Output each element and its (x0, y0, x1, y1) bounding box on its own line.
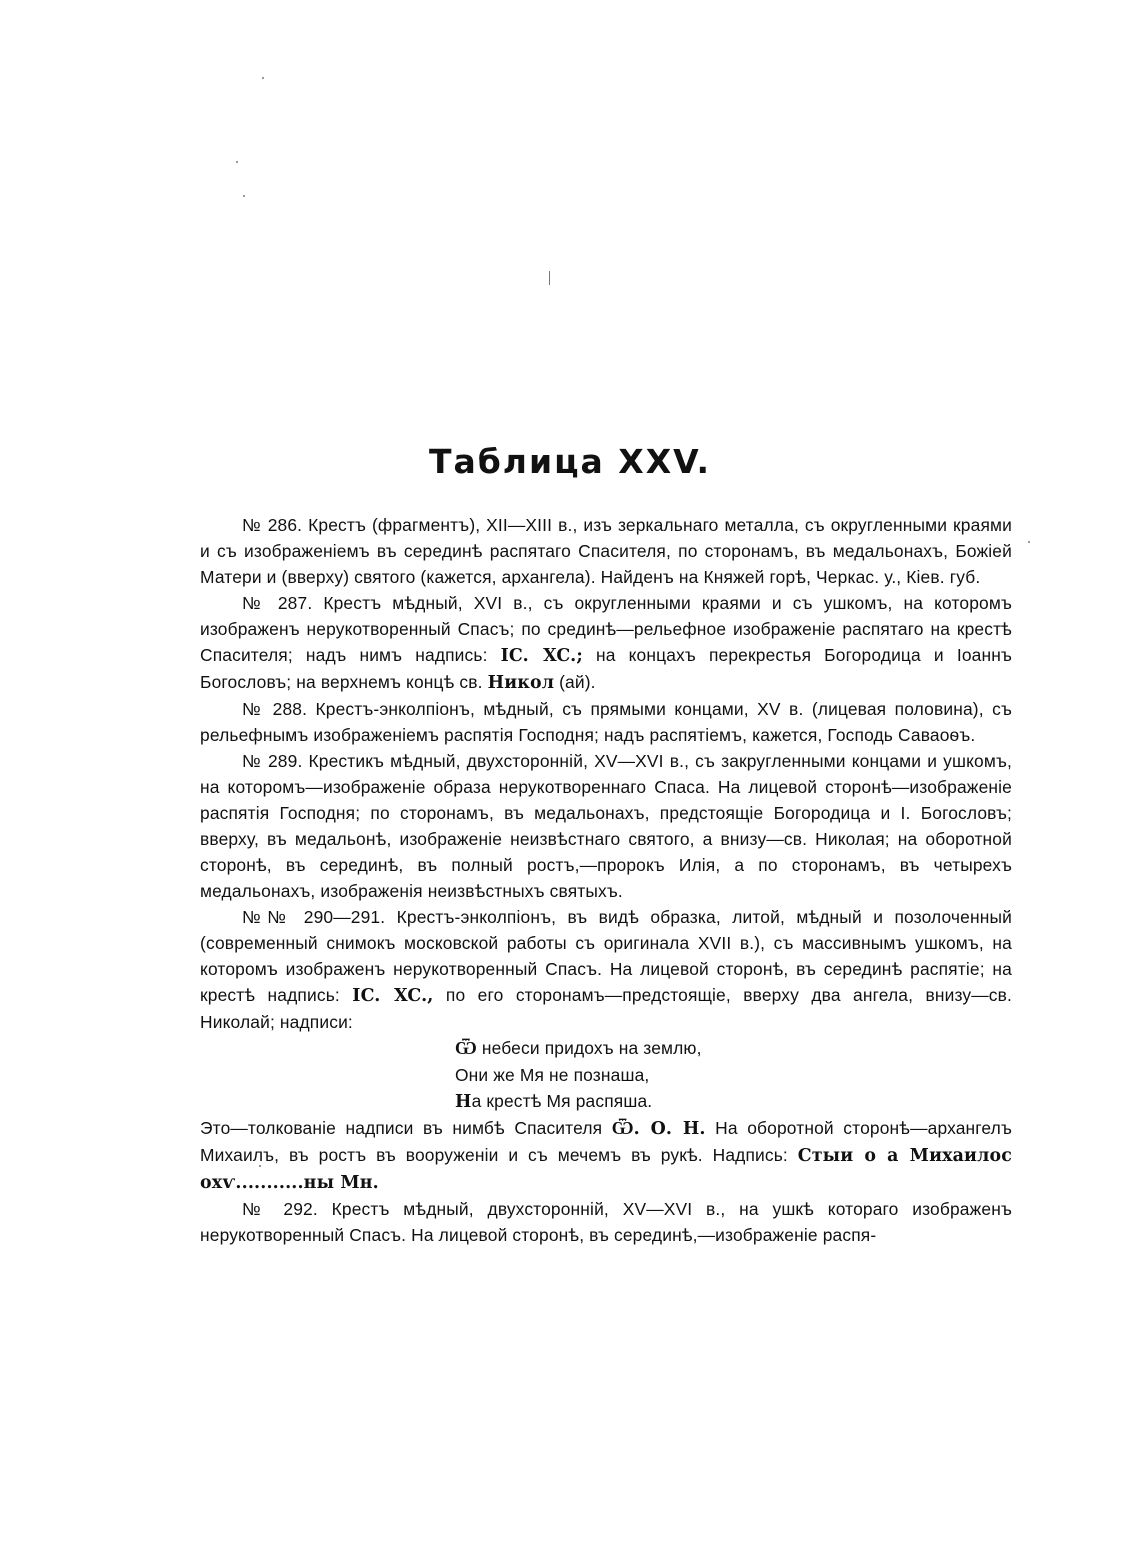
scan-speck (236, 161, 238, 163)
scan-speck (243, 195, 245, 197)
inscription-verse (200, 1035, 1012, 1115)
commentary-text-before: Это—толкованіе надписи въ нимбѣ Спасителя (200, 1118, 612, 1138)
scan-speck (549, 271, 550, 285)
verse-commentary (200, 1115, 1012, 1196)
entry-292: № 292. Крестъ мѣдный, двухсторонній, XV—XVI в., на ушкѣ котораго изображенъ нерукотворенный Спасъ. На лицевой сторонѣ, въ серединѣ,—изображеніе распя- (200, 1199, 1012, 1245)
scan-speck (262, 77, 264, 79)
catalog-text (200, 512, 1012, 1248)
verse-text: а крестѣ Мя распяша. (471, 1091, 653, 1111)
verse-line (455, 1088, 1012, 1115)
commentary-inscription-michael: Стыи о а Михаилос охѵ...........ны Мн. (200, 1146, 1012, 1193)
entry-287 (200, 590, 1012, 696)
entry-290-291 (200, 904, 1012, 1035)
entry-287-inscription-ic-xc: IC. XC.; (500, 646, 583, 666)
page-title: Таблица XXV. (428, 442, 712, 482)
verse-initial: Ѿ (455, 1039, 477, 1059)
commentary-text-middle: На оборотной сторонѣ—архангелъ Михаилъ, въ ростъ въ вооруженіи и съ мечемъ въ рукѣ. Надпись: (200, 1118, 1012, 1165)
entry-287-text-middle: на концахъ перекрестья Богородица и Іоаннъ Богословъ; на верхнемъ концѣ св. (200, 645, 1012, 692)
verse-line (455, 1062, 1012, 1088)
entry-290-inscription-ic-xc: IC. XC., (352, 986, 434, 1006)
entry-287-text-before: № 287. Крестъ мѣдный, XVI в., съ округленными краями и съ ушкомъ, на которомъ изображенъ нерукотворенный Спасъ; по срединѣ—рельефное изображеніе распятаго на крестѣ Спасителя; надъ нимъ надпись: (200, 593, 1012, 665)
scan-speck (1028, 541, 1030, 543)
commentary-inscription-nimbus: Ѿ. О. Н. (611, 1119, 706, 1139)
verse-initial: Н (455, 1092, 472, 1112)
entry-288: № 288. Крестъ-энколпіонъ, мѣдный, съ прямыми концами, XV в. (лицевая половина), съ рельефнымъ изображеніемъ распятія Господня; надъ распятіемъ, кажется, Господь Саваоѳъ. (200, 699, 1012, 745)
entry-287-text-after: (ай). (554, 672, 596, 692)
verse-line (455, 1035, 1012, 1062)
verse-text: Они же Мя не познаша, (455, 1065, 650, 1085)
entry-290-text-before: №№ 290—291. Крестъ-энколпіонъ, въ видѣ образка, литой, мѣдный и позолоченный (современный снимокъ московской работы съ оригинала XVII в.), съ массивнымъ ушкомъ, на которомъ изображенъ нерукотворенный Спасъ. На лицевой сторонѣ, въ серединѣ распятіе; на крестѣ надпись: (200, 907, 1012, 1005)
entry-286: № 286. Крестъ (фрагментъ), XII—XIII в., изъ зеркальнаго металла, съ округленными краями и съ изображеніемъ въ серединѣ распятаго Спасителя, по сторонамъ, въ медальонахъ, Божіей Матери и (вверху) святого (кажется, архангела). Найденъ на Княжей горѣ, Черкас. у., Кіев. губ. (200, 515, 1012, 587)
verse-text: небеси придохъ на землю, (476, 1038, 702, 1058)
entry-290-text-after: по его сторонамъ—предстоящіе, вверху два ангела, внизу—св. Николай; надписи: (200, 985, 1012, 1032)
entry-287-inscription-nikol: Никол (487, 673, 555, 693)
entry-289: № 289. Крестикъ мѣдный, двухсторонній, XV—XVI в., съ закругленными концами и ушкомъ, на которомъ—изображеніе образа нерукотвореннаго Спаса. На лицевой сторонѣ—изображеніе распятія Господня; по сторонамъ, въ медальонахъ, предстоящіе Богородица и І. Богословъ; вверху, въ медальонѣ, изображеніе неизвѣстнаго святого, а внизу—св. Николая; на оборотной сторонѣ, въ серединѣ, въ полный ростъ,—пророкъ Илія, а по сторонамъ, въ четырехъ медальонахъ, изображенія неизвѣстныхъ святыхъ. (200, 751, 1012, 901)
